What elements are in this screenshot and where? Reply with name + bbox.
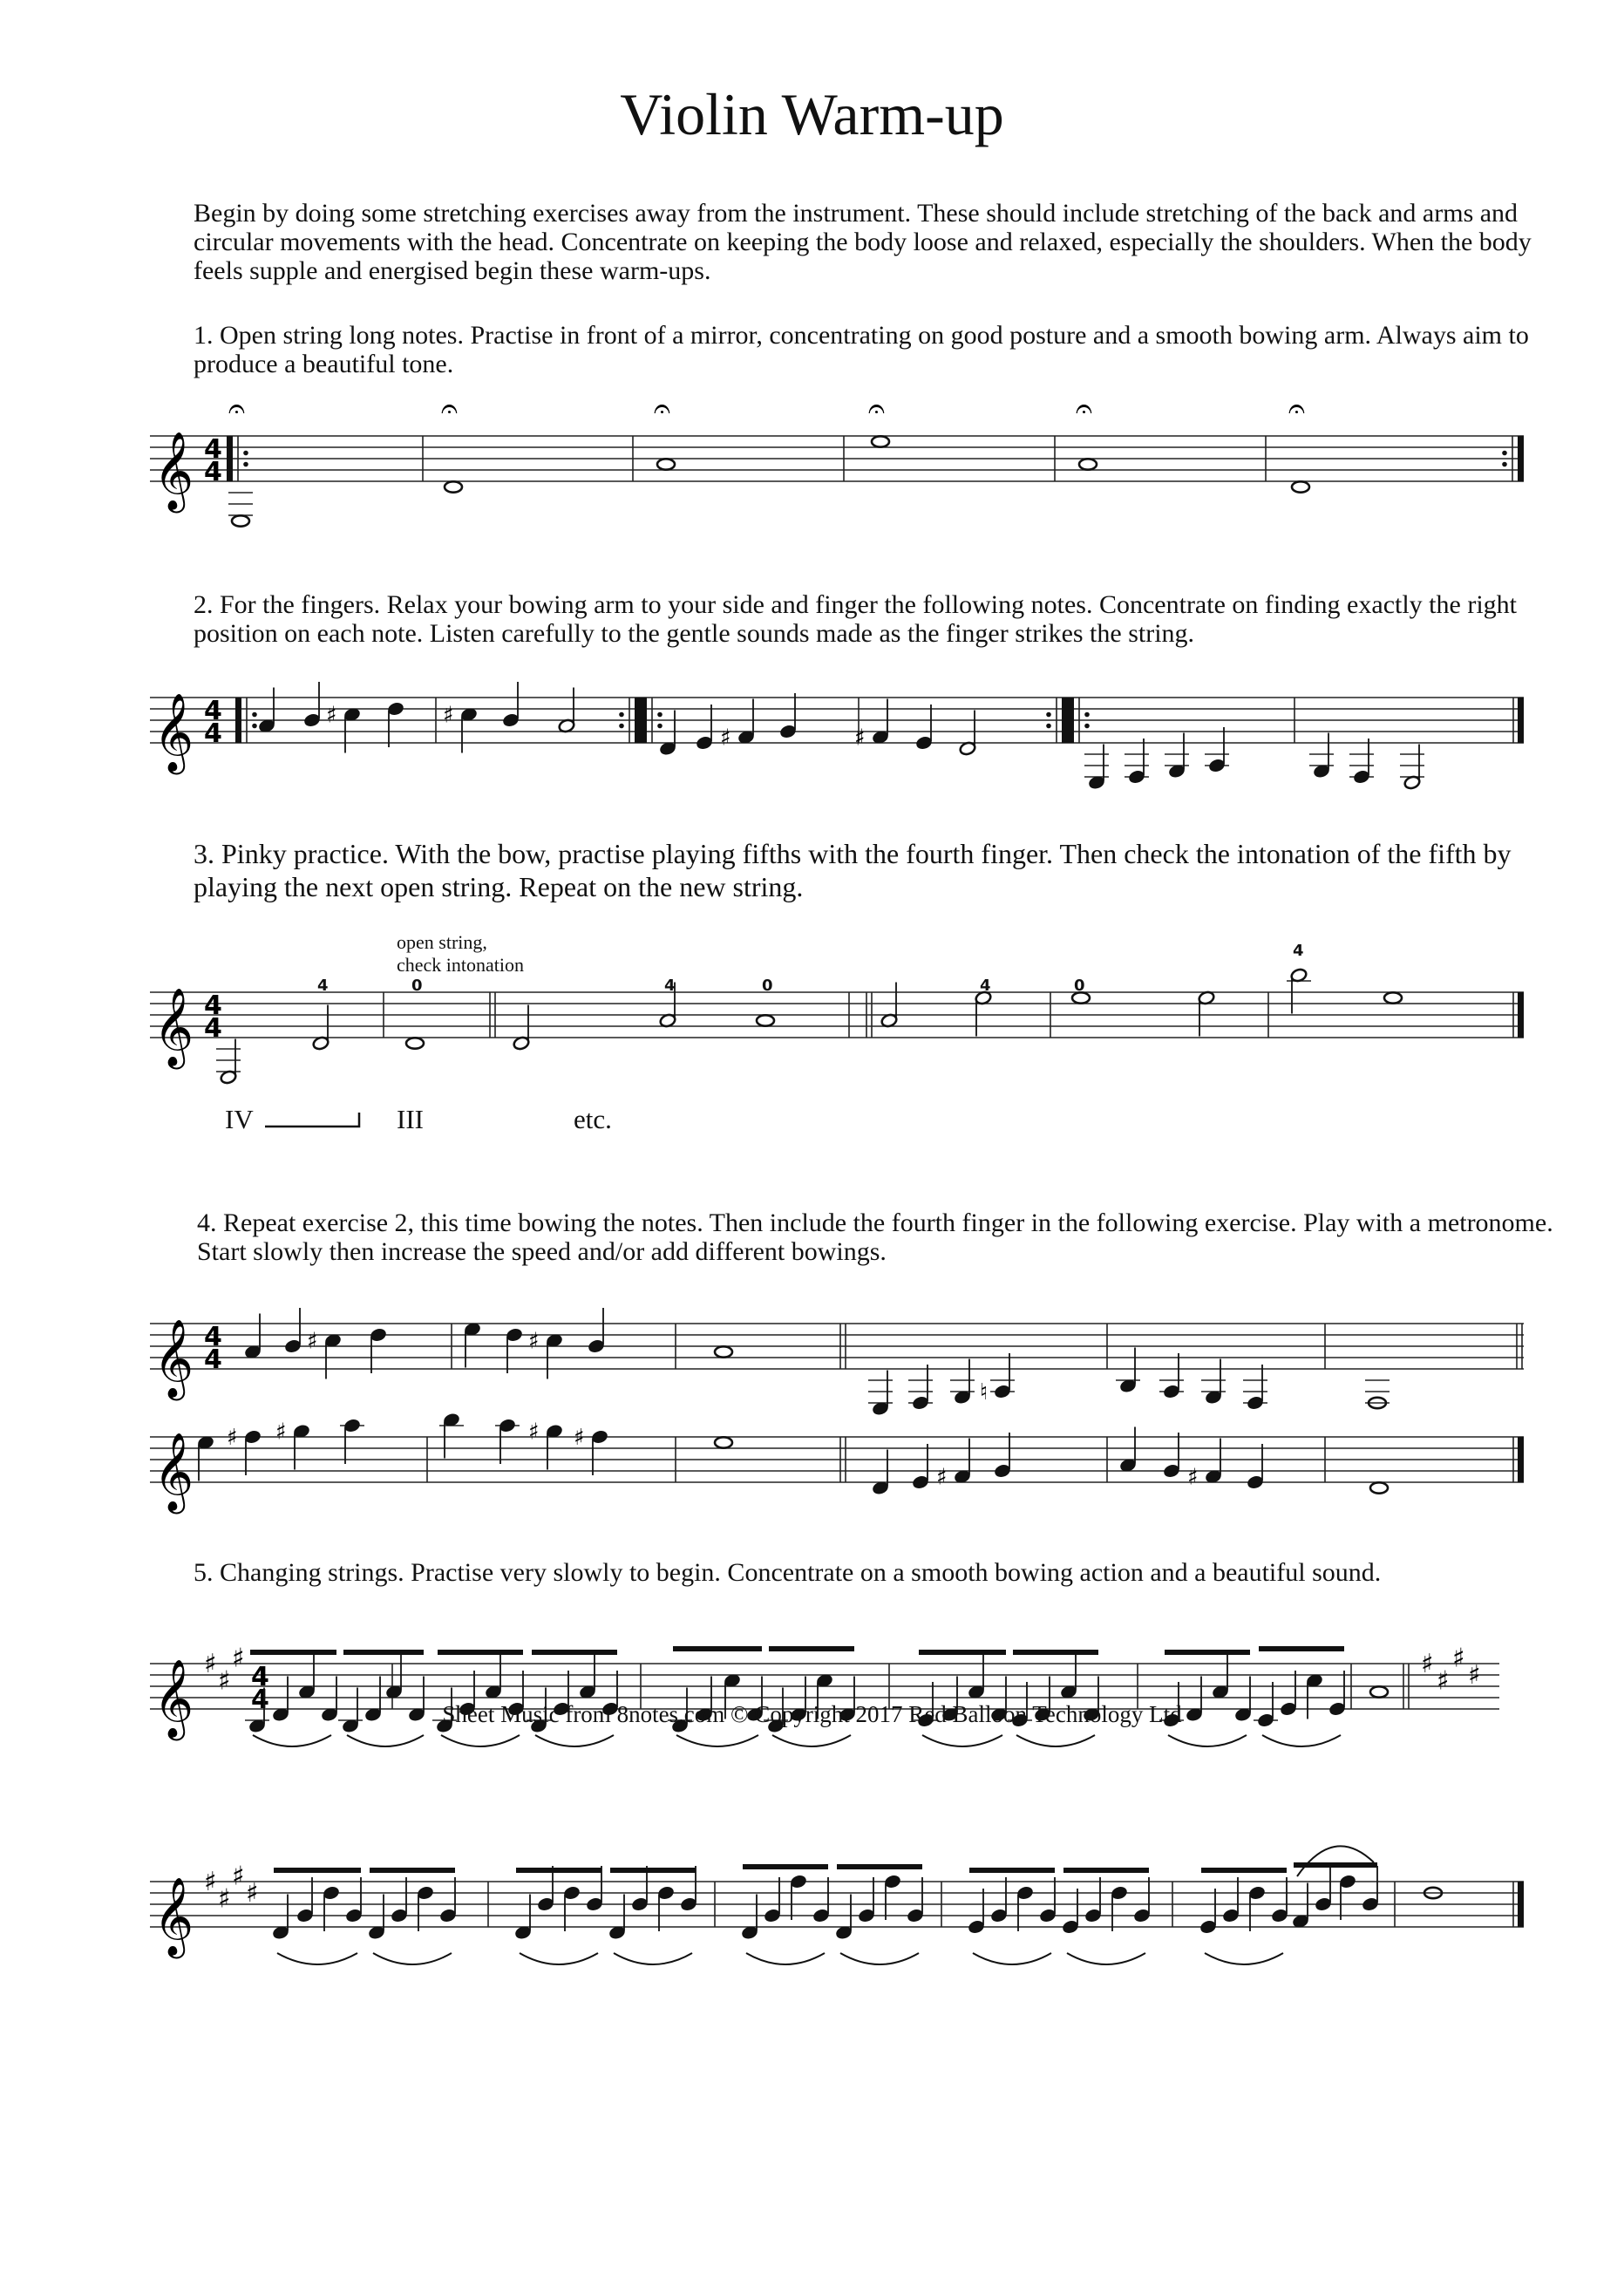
repeat-dot <box>1046 712 1051 718</box>
note-head <box>757 1015 774 1025</box>
treble-clef-icon: 𝄞 <box>153 1433 194 1511</box>
key-change-sharp-icon: ♯ <box>1421 1649 1434 1679</box>
slur <box>277 1953 357 1964</box>
sharp-accidental-icon: ♯ <box>307 1328 318 1355</box>
sharp-accidental-icon: ♯ <box>528 1419 540 1446</box>
slur <box>1297 1846 1374 1876</box>
note-head <box>406 1038 424 1048</box>
staff-group <box>150 1644 1499 1747</box>
key-change-sharp-icon: ♯ <box>1452 1643 1465 1674</box>
sharp-accidental-icon: ♯ <box>528 1328 540 1355</box>
beam <box>743 1864 828 1869</box>
beam <box>532 1650 617 1655</box>
string-bracket-line <box>263 1106 364 1132</box>
note-head <box>1384 992 1402 1003</box>
beam <box>837 1864 922 1869</box>
exercise-3-text: 3. Pinky practice. With the bow, practise playing fifths with the fourth finger. Then check the intonation of the fifth by playing the next open string. Repeat on the new string. <box>194 838 1512 902</box>
note-head <box>790 1874 807 1889</box>
time-sig-bottom: 4 <box>204 457 222 487</box>
fermata-icon: 𝄐 <box>1076 391 1092 426</box>
slur <box>973 1953 1051 1964</box>
note-head <box>502 712 520 727</box>
note-head <box>323 1885 340 1900</box>
note-head <box>915 735 933 750</box>
note-head <box>1339 1874 1356 1889</box>
beam <box>1013 1650 1098 1655</box>
repeat-thick-bar <box>1068 698 1074 743</box>
key-sharp-icon: ♯ <box>218 1883 231 1915</box>
repeat-dot <box>619 712 624 718</box>
beam <box>516 1868 601 1873</box>
treble-clef-icon: 𝄞 <box>153 693 194 772</box>
note-head <box>387 701 404 716</box>
slur <box>922 1735 1002 1746</box>
time-sig-bottom: 4 <box>204 1344 222 1375</box>
note-head <box>417 1885 434 1900</box>
string-label-iv: IV <box>225 1104 254 1134</box>
note-head <box>1062 1919 1079 1934</box>
sharp-accidental-icon: ♯ <box>720 725 731 752</box>
note-head <box>994 1384 1011 1399</box>
exercise-4-text: 4. Repeat exercise 2, this time bowing the notes. Then include the fourth finger in the following exercise. Play with a metronome. Start slowly then increase the speed and/or add different bowings. <box>197 1208 1553 1266</box>
repeat-thick-bar <box>1518 436 1524 481</box>
ex3-annotation: open string, check intonation <box>397 931 525 976</box>
beam <box>1063 1868 1149 1873</box>
note-head <box>680 1896 697 1911</box>
time-sig-top: 4 <box>204 434 222 465</box>
note-head <box>872 436 889 446</box>
ex3-fingering-0a: 0 <box>411 977 423 995</box>
staff-group <box>150 1308 1524 1416</box>
time-sig-top: 4 <box>204 1322 222 1352</box>
final-thick-bar <box>1518 698 1524 743</box>
note-head <box>303 712 321 727</box>
slur <box>1205 1953 1283 1964</box>
note-head <box>764 1908 781 1923</box>
repeat-dot <box>657 712 663 718</box>
sharp-accidental-icon: ♯ <box>1187 1464 1199 1491</box>
note-head <box>1084 1908 1102 1923</box>
key-sharp-icon: ♯ <box>204 1867 217 1897</box>
beam <box>919 1650 1006 1655</box>
ex3-fingering-4a: 4 <box>317 977 329 995</box>
staff-exercise-4-line-1 <box>0 1299 1624 1412</box>
note-head <box>537 1896 554 1911</box>
beam <box>610 1868 696 1873</box>
note-head <box>812 1908 830 1923</box>
repeat-dot <box>619 724 624 729</box>
staff-group <box>150 968 1524 1085</box>
key-change-sharp-icon: ♯ <box>1437 1665 1450 1697</box>
sharp-accidental-icon: ♯ <box>275 1419 287 1446</box>
repeat-dot <box>1084 712 1090 718</box>
sharp-accidental-icon: ♯ <box>936 1464 948 1491</box>
note-head <box>994 1463 1011 1478</box>
treble-clef-icon: 𝄞 <box>153 988 194 1066</box>
note-head <box>506 1327 523 1342</box>
repeat-dot <box>1084 724 1090 729</box>
repeat-thick-bar <box>635 698 641 743</box>
slur <box>676 1735 758 1746</box>
key-sharp-icon: ♯ <box>204 1649 217 1679</box>
note-head <box>1362 1896 1379 1911</box>
sharp-accidental-icon: ♯ <box>443 702 454 729</box>
ex3-fingering-4b: 4 <box>664 977 676 995</box>
ex3-fingering-4c: 4 <box>980 977 991 995</box>
sharp-accidental-icon: ♯ <box>574 1425 585 1451</box>
sharp-accidental-icon: ♯ <box>326 702 337 729</box>
slur <box>746 1953 825 1964</box>
staff-exercise-1 <box>0 391 1624 567</box>
string-label-iii: III <box>397 1104 424 1134</box>
final-thick-bar <box>1518 1882 1524 1927</box>
repeat-thick-bar <box>1062 698 1068 743</box>
key-change-sharp-icon: ♯ <box>1468 1660 1481 1691</box>
note-head <box>563 1885 581 1900</box>
ex3-fingering-0c: 0 <box>1074 977 1085 995</box>
note-head <box>1271 1908 1288 1923</box>
repeat-thick-bar <box>641 698 647 743</box>
beam <box>370 1868 455 1873</box>
repeat-thick-bar <box>235 698 241 743</box>
note-head <box>1016 1885 1034 1900</box>
slur <box>1067 1953 1145 1964</box>
time-sig-bottom: 4 <box>204 1013 222 1044</box>
staff-group <box>150 1412 1524 1515</box>
beam <box>250 1650 336 1655</box>
beam <box>274 1868 361 1873</box>
key-sharp-icon: ♯ <box>232 1861 245 1892</box>
note-head <box>779 724 797 739</box>
repeat-dot <box>1502 451 1507 456</box>
exercise-1-text: 1. Open string long notes. Practise in front of a mirror, concentrating on good posture and a smooth bowing arm. Always aim to produce a beautiful tone. <box>194 321 1529 378</box>
slur <box>535 1735 614 1746</box>
note-head <box>1292 481 1309 492</box>
intro-paragraph: Begin by doing some stretching exercises away from the instrument. These should include stretching of the back and arms and circular movements with the head. Concentrate on keeping the body loose and relaxed, especially the shoulders. When the body feels supple and energised begin these warm-ups. <box>194 199 1532 285</box>
slur <box>441 1735 520 1746</box>
note-head <box>884 1874 901 1889</box>
repeat-dot <box>243 451 248 456</box>
beam <box>438 1650 523 1655</box>
string-label-etc: etc. <box>574 1104 612 1134</box>
note-head <box>1133 1908 1151 1923</box>
note-head <box>715 1346 732 1357</box>
staff-group <box>150 1862 1524 1965</box>
repeat-dot <box>1502 462 1507 467</box>
note-head <box>1248 1885 1266 1900</box>
treble-clef-icon: 𝄞 <box>153 432 194 510</box>
repeat-dot <box>243 462 248 467</box>
note-head <box>1039 1908 1057 1923</box>
note-head <box>1079 459 1097 469</box>
note-head <box>284 1338 302 1353</box>
time-sig-top: 4 <box>251 1662 269 1692</box>
repeat-dot <box>1046 724 1051 729</box>
sharp-accidental-icon: ♯ <box>227 1425 238 1451</box>
note-head <box>591 1429 608 1444</box>
note-head <box>715 1437 732 1447</box>
staff-exercise-4-line-2 <box>0 1412 1624 1543</box>
fermata-icon: 𝄐 <box>441 391 458 426</box>
note-head <box>232 515 249 526</box>
slur <box>520 1953 598 1964</box>
note-head <box>657 1885 675 1900</box>
note-head <box>343 1418 361 1433</box>
repeat-dot <box>657 724 663 729</box>
time-sig-bottom: 4 <box>251 1685 269 1715</box>
key-sharp-icon: ♯ <box>218 1665 231 1697</box>
note-head <box>391 1908 408 1923</box>
note-head <box>1163 1384 1180 1399</box>
slur <box>347 1735 424 1746</box>
note-head <box>1111 1885 1128 1900</box>
fermata-icon: 𝄐 <box>228 391 245 426</box>
beam <box>343 1650 424 1655</box>
staff-exercise-2 <box>0 680 1624 802</box>
fermata-icon: 𝄐 <box>868 391 885 426</box>
note-head <box>439 1908 457 1923</box>
note-head <box>990 1908 1008 1923</box>
treble-clef-icon: 𝄞 <box>153 1659 194 1738</box>
note-head <box>657 459 675 469</box>
slur <box>1168 1735 1247 1746</box>
beam <box>673 1646 762 1651</box>
note-head <box>1208 758 1226 773</box>
note-head <box>445 481 462 492</box>
beam <box>969 1868 1055 1873</box>
sharp-accidental-icon: ♯ <box>854 725 866 752</box>
repeat-thick-bar <box>227 436 233 481</box>
note-head <box>1128 769 1145 784</box>
note-head <box>631 1896 649 1911</box>
note-head <box>296 1908 314 1923</box>
beam <box>1201 1868 1287 1873</box>
time-sig-top: 4 <box>204 696 222 726</box>
fermata-icon: 𝄐 <box>1288 391 1305 426</box>
beam <box>1259 1646 1344 1651</box>
note-head <box>1353 769 1370 784</box>
ex3-fingering-0b: 0 <box>762 977 773 995</box>
note-head <box>1199 1919 1217 1934</box>
beam <box>769 1646 854 1651</box>
note-head <box>1247 1395 1264 1410</box>
time-sig-bottom: 4 <box>204 718 222 749</box>
key-sharp-icon: ♯ <box>232 1643 245 1674</box>
note-head <box>1370 1482 1388 1493</box>
note-head <box>968 1919 985 1934</box>
note-head <box>588 1338 605 1353</box>
slur <box>1016 1735 1095 1746</box>
note-head <box>907 1908 924 1923</box>
treble-clef-icon: 𝄞 <box>153 1319 194 1398</box>
staff-exercise-5-line-2 <box>0 1831 1624 2005</box>
note-head <box>586 1896 603 1911</box>
note-head <box>912 1395 929 1410</box>
repeat-dot <box>252 712 257 718</box>
note-head <box>370 1327 387 1342</box>
exercise-2-text: 2. For the fingers. Relax your bowing arm to your side and finger the following notes. Concentrate on finding exactly the right position on each note. Listen carefully to the gentle sounds made as the finger strikes the string. <box>194 590 1517 648</box>
final-thick-bar <box>1518 992 1524 1038</box>
beam <box>1165 1650 1250 1655</box>
natural-accidental-icon: ♮ <box>980 1379 989 1406</box>
exercise-5-text: 5. Changing strings. Practise very slowly to begin. Concentrate on a smooth bowing action and a beautiful sound. <box>194 1558 1382 1587</box>
note-head <box>1315 1896 1332 1911</box>
ex3-fingering-4d: 4 <box>1293 942 1304 960</box>
note-head <box>1222 1908 1240 1923</box>
footer-copyright: Sheet Music from 8notes.com © Copyright 2017 Red Balloon Technology Ltd <box>442 1701 1182 1727</box>
final-thick-bar <box>1518 1437 1524 1482</box>
slur <box>772 1735 851 1746</box>
slur <box>253 1735 331 1746</box>
staff-exercise-3 <box>0 968 1624 1099</box>
staff-group <box>150 682 1524 790</box>
slur <box>840 1953 919 1964</box>
key-sharp-icon: ♯ <box>246 1878 259 1909</box>
time-sig-top: 4 <box>204 990 222 1021</box>
slur <box>1262 1735 1341 1746</box>
note-head <box>696 735 713 750</box>
slur <box>373 1953 452 1964</box>
note-head <box>1370 1686 1388 1697</box>
note-head <box>1163 1463 1180 1478</box>
note-head <box>244 1429 262 1444</box>
note-head <box>499 1418 516 1433</box>
note-head <box>858 1908 875 1923</box>
note-head <box>912 1474 929 1489</box>
note-head <box>345 1908 363 1923</box>
note-head <box>1247 1474 1264 1489</box>
staff-group <box>150 391 1524 527</box>
fermata-icon: 𝄐 <box>654 391 670 426</box>
treble-clef-icon: 𝄞 <box>153 1877 194 1956</box>
repeat-dot <box>252 724 257 729</box>
page-title: Violin Warm-up <box>620 81 1004 147</box>
slur <box>614 1953 692 1964</box>
